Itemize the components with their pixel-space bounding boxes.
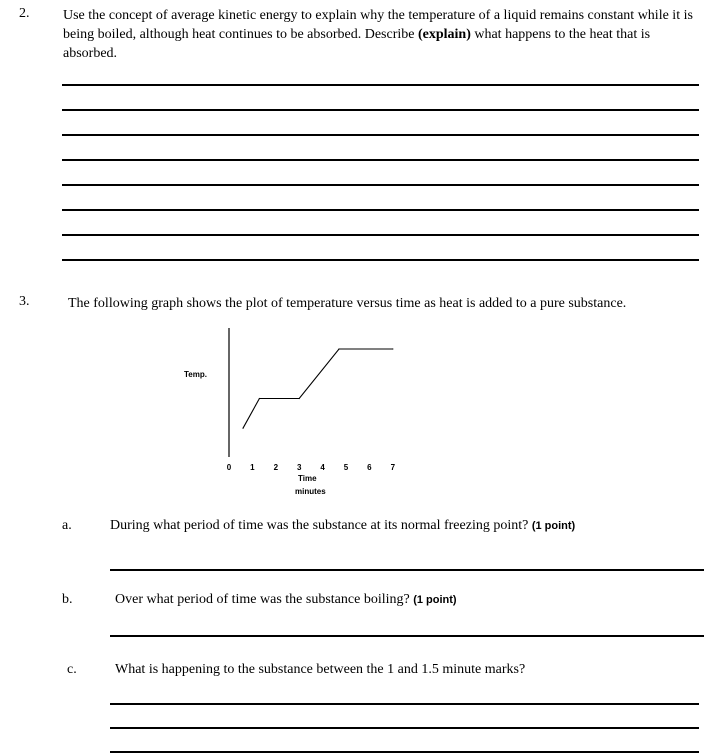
x-tick-0: 0	[226, 463, 232, 472]
x-axis-units: minutes	[295, 487, 326, 496]
question-2-text-bold: (explain)	[417, 27, 471, 42]
question-3-text: The following graph shows the plot of temperature versus time as heat is added to a pure substance.	[68, 296, 627, 311]
part-b-letter: b.	[62, 592, 73, 607]
x-axis-label: Time	[298, 474, 317, 483]
x-tick-1: 1	[250, 463, 255, 472]
answer-line-b[interactable]	[110, 635, 704, 637]
y-axis-label: Temp.	[184, 370, 207, 379]
question-2-text-main: Use the concept of average kinetic energy to explain why the temperature of a liquid remains constant while it is being boiled, although heat continues to be absorbed. Describe	[63, 8, 693, 42]
answer-line-q2-4[interactable]	[62, 159, 699, 161]
curve-point-4	[392, 348, 393, 349]
question-2-text-end: what happens to the heat that is absorbed.	[63, 27, 651, 61]
answer-line-c-2[interactable]	[110, 727, 699, 729]
answer-line-q2-6[interactable]	[62, 209, 699, 211]
part-a-text: During what period of time was the substance at its normal freezing point?	[110, 518, 529, 533]
answer-line-a[interactable]	[110, 569, 704, 571]
part-c-text: What is happening to the substance between the 1 and 1.5 minute marks?	[115, 662, 526, 677]
answer-line-q2-5[interactable]	[62, 184, 699, 186]
heating-curve-chart	[228, 328, 402, 458]
question-3-number: 3.	[19, 294, 30, 309]
curve-point-0	[242, 428, 243, 429]
x-tick-5: 5	[343, 463, 349, 472]
part-c-question	[115, 662, 525, 678]
heating-curve-line	[243, 349, 393, 428]
part-c-letter: c.	[67, 662, 77, 677]
answer-line-q2-1[interactable]	[62, 84, 699, 86]
answer-line-c-1[interactable]	[110, 703, 699, 705]
x-tick-4: 4	[320, 463, 325, 472]
answer-line-c-3[interactable]	[110, 751, 699, 753]
answer-line-q2-7[interactable]	[62, 234, 699, 236]
answer-line-q2-8[interactable]	[62, 259, 699, 261]
question-2-text	[63, 6, 703, 63]
curve-point-2	[299, 398, 300, 399]
part-b-points: (1 point)	[413, 594, 457, 606]
part-b-question	[115, 592, 457, 608]
answer-line-q2-3[interactable]	[62, 134, 699, 136]
answer-line-q2-2[interactable]	[62, 109, 699, 111]
x-tick-3: 3	[296, 463, 302, 472]
part-b-text: Over what period of time was the substance boiling?	[115, 592, 410, 607]
part-a-question	[110, 518, 575, 534]
x-tick-7: 7	[390, 463, 396, 472]
part-a-letter: a.	[62, 518, 72, 533]
part-a-points: (1 point)	[531, 520, 576, 532]
x-tick-2: 2	[273, 463, 279, 472]
curve-point-3	[338, 348, 339, 349]
question-2-number: 2.	[19, 6, 30, 21]
curve-point-1	[259, 398, 260, 399]
x-tick-6: 6	[367, 463, 372, 472]
